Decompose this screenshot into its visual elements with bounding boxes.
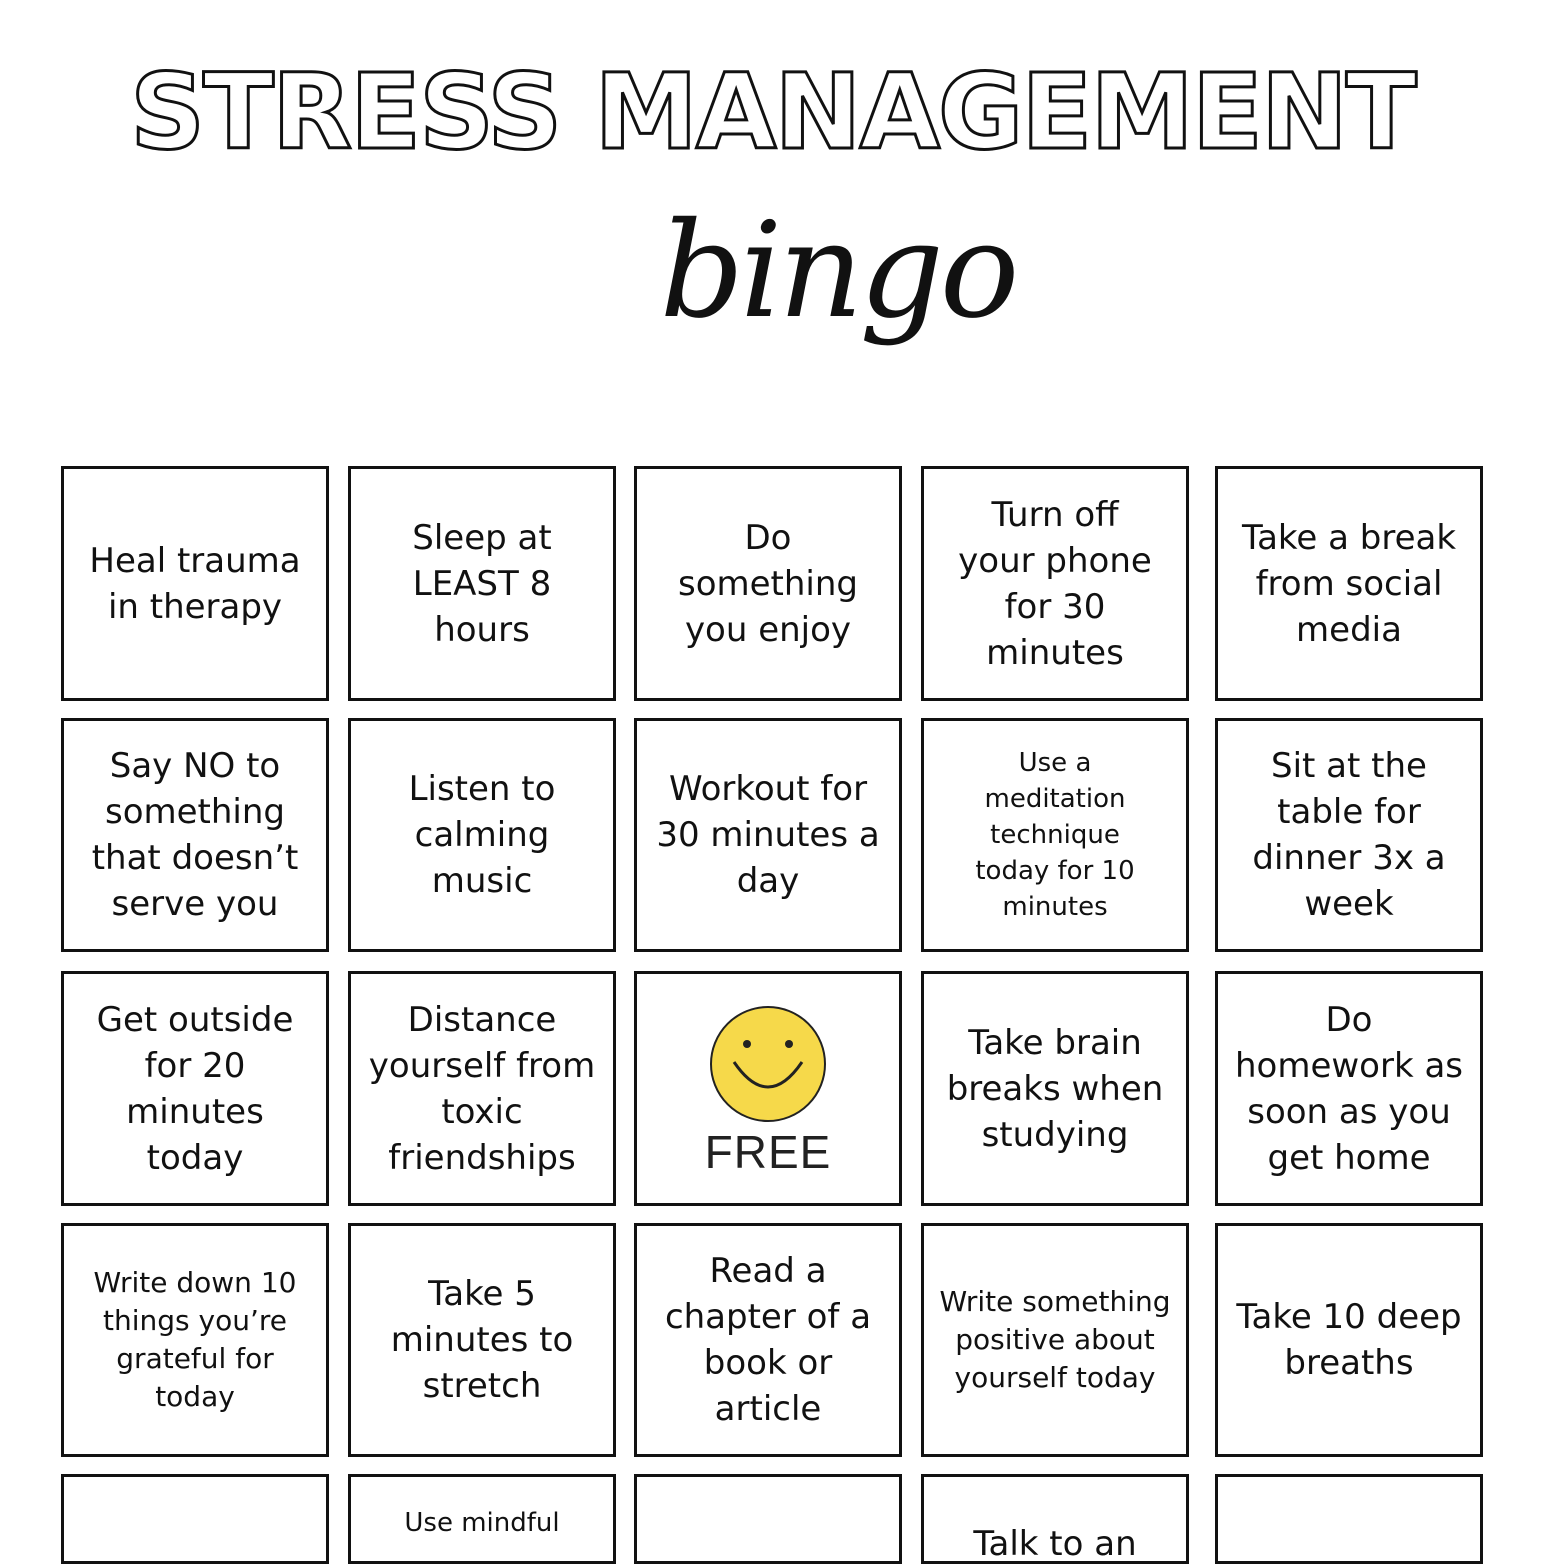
bingo-cell[interactable] <box>61 718 329 952</box>
cell-text: Turn off your phone for 30 minutes <box>958 494 1152 673</box>
bingo-cell[interactable] <box>921 1223 1189 1457</box>
bingo-cell[interactable] <box>1215 466 1483 701</box>
bingo-cell[interactable] <box>348 466 616 701</box>
cell-text: Use mindful <box>404 1508 560 1538</box>
bingo-cell[interactable] <box>921 971 1189 1206</box>
cell-text: Heal trauma in therapy <box>89 540 301 627</box>
cell-text: Workout for 30 minutes a day <box>656 769 880 901</box>
bingo-cell[interactable] <box>921 466 1189 701</box>
page-subtitle: bingo <box>659 194 1016 348</box>
bingo-cell[interactable] <box>61 1223 329 1457</box>
page-title: STRESS MANAGEMENT <box>130 51 1415 173</box>
bingo-cell[interactable] <box>1215 718 1483 952</box>
cell-text: Take 10 deep breaths <box>1236 1297 1462 1383</box>
cell-text: Say NO to something that doesn’t serve you <box>91 746 299 924</box>
cell-text: Get outside for 20 minutes today <box>96 999 294 1178</box>
bingo-cell[interactable] <box>634 718 902 952</box>
cell-text: Listen to calming music <box>408 769 556 901</box>
cell-text: Write down 10 things you’re grateful for today <box>93 1266 297 1413</box>
bingo-cell[interactable] <box>348 971 616 1206</box>
cell-text: Write something positive about yourself today <box>939 1285 1171 1394</box>
free-label: FREE <box>704 1126 832 1178</box>
free-space-cell[interactable] <box>634 971 902 1206</box>
cell-text: Sleep at LEAST 8 hours <box>412 517 552 650</box>
bingo-cell[interactable] <box>348 1223 616 1457</box>
cell-text: Distance yourself from toxic friendships <box>368 999 596 1178</box>
bingo-cell[interactable] <box>634 466 902 701</box>
bingo-cell[interactable] <box>348 718 616 952</box>
cell-text: Do something you enjoy <box>677 517 858 650</box>
cell-text: Take a break from social media <box>1241 517 1457 650</box>
cell-text: Do homework as soon as you get home <box>1234 999 1464 1178</box>
smiley-face-icon <box>708 1004 828 1124</box>
cell-text: Read a chapter of a book or article <box>664 1251 872 1429</box>
bingo-cell[interactable] <box>61 971 329 1206</box>
bingo-cell[interactable] <box>348 1474 616 1564</box>
bingo-cell[interactable] <box>1215 971 1483 1206</box>
cell-text: Talk to an <box>973 1524 1137 1564</box>
bingo-cell[interactable] <box>921 1474 1189 1564</box>
cell-text: Sit at the table for dinner 3x a week <box>1252 746 1446 924</box>
bingo-cell[interactable] <box>634 1223 902 1457</box>
bingo-cell[interactable] <box>61 1474 329 1564</box>
cell-text: Use a meditation technique today for 10 minutes <box>975 748 1135 922</box>
cell-text: Take brain breaks when studying <box>946 1022 1164 1155</box>
cell-text: Take 5 minutes to stretch <box>390 1274 574 1406</box>
bingo-cell[interactable] <box>634 1474 902 1564</box>
bingo-cell[interactable] <box>921 718 1189 952</box>
free-space <box>705 1004 832 1178</box>
bingo-cell[interactable] <box>1215 1223 1483 1457</box>
bingo-cell[interactable] <box>61 466 329 701</box>
bingo-cell[interactable] <box>1215 1474 1483 1564</box>
